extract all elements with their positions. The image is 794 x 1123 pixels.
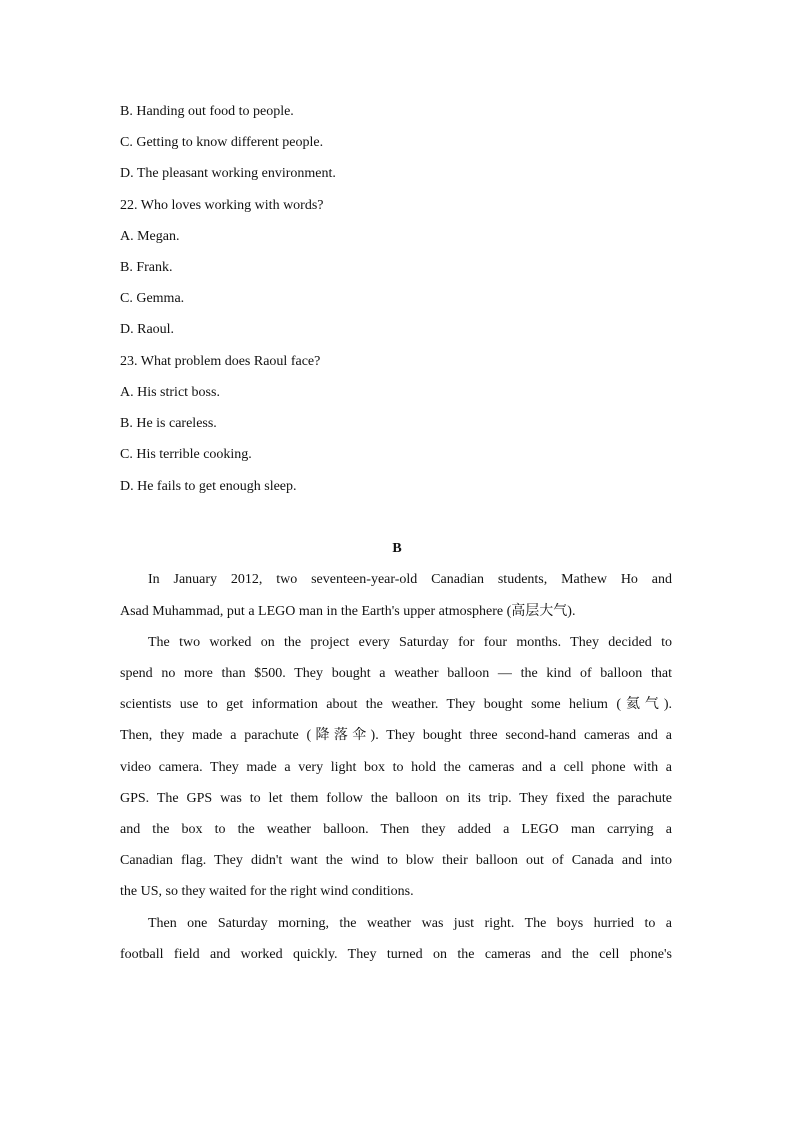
- q22-option-a: A. Megan.: [120, 229, 180, 244]
- passage-line: GPS. The GPS was to let them follow the balloon on its trip. They fixed the parachute: [120, 791, 672, 806]
- q22-option-c: C. Gemma.: [120, 291, 185, 306]
- q21-option-c: C. Getting to know different people.: [120, 135, 324, 150]
- q23-option-d: D. He fails to get enough sleep.: [120, 479, 297, 494]
- q22-option-d: D. Raoul.: [120, 322, 175, 337]
- q22-question: 22. Who loves working with words?: [120, 198, 324, 213]
- passage-line: and the box to the weather balloon. Then they added a LEGO man carrying a: [120, 822, 672, 837]
- q23-option-c: C. His terrible cooking.: [120, 447, 252, 462]
- passage-line: Then, they made a parachute (降落伞). They bought three second-hand cameras and a: [120, 728, 672, 743]
- passage-line: In January 2012, two seventeen-year-old Canadian students, Mathew Ho and: [148, 572, 672, 587]
- passage-line: Then one Saturday morning, the weather was just right. The boys hurried to a: [148, 916, 672, 931]
- passage-line: spend no more than $500. They bought a weather balloon — the kind of balloon that: [120, 666, 672, 681]
- q21-option-d: D. The pleasant working environment.: [120, 166, 336, 181]
- q23-option-b: B. He is careless.: [120, 416, 217, 431]
- q23-option-a: A. His strict boss.: [120, 385, 220, 400]
- passage-line: The two worked on the project every Saturday for four months. They decided to: [148, 635, 672, 650]
- q23-question: 23. What problem does Raoul face?: [120, 354, 321, 369]
- q22-option-b: B. Frank.: [120, 260, 173, 275]
- passage-line: Canadian flag. They didn't want the wind to blow their balloon out of Canada and into: [120, 853, 672, 868]
- passage-line: scientists use to get information about the weather. They bought some helium (氦气).: [120, 697, 672, 712]
- q21-option-b: B. Handing out food to people.: [120, 104, 294, 119]
- passage-line: Asad Muhammad, put a LEGO man in the Earth's upper atmosphere (高层大气).: [120, 604, 576, 619]
- passage-line: video camera. They made a very light box to hold the cameras and a cell phone with a: [120, 760, 672, 775]
- passage-line: football field and worked quickly. They turned on the cameras and the cell phone's: [120, 947, 672, 962]
- passage-line: the US, so they waited for the right wind conditions.: [120, 884, 414, 899]
- section-b-heading: B: [392, 541, 402, 556]
